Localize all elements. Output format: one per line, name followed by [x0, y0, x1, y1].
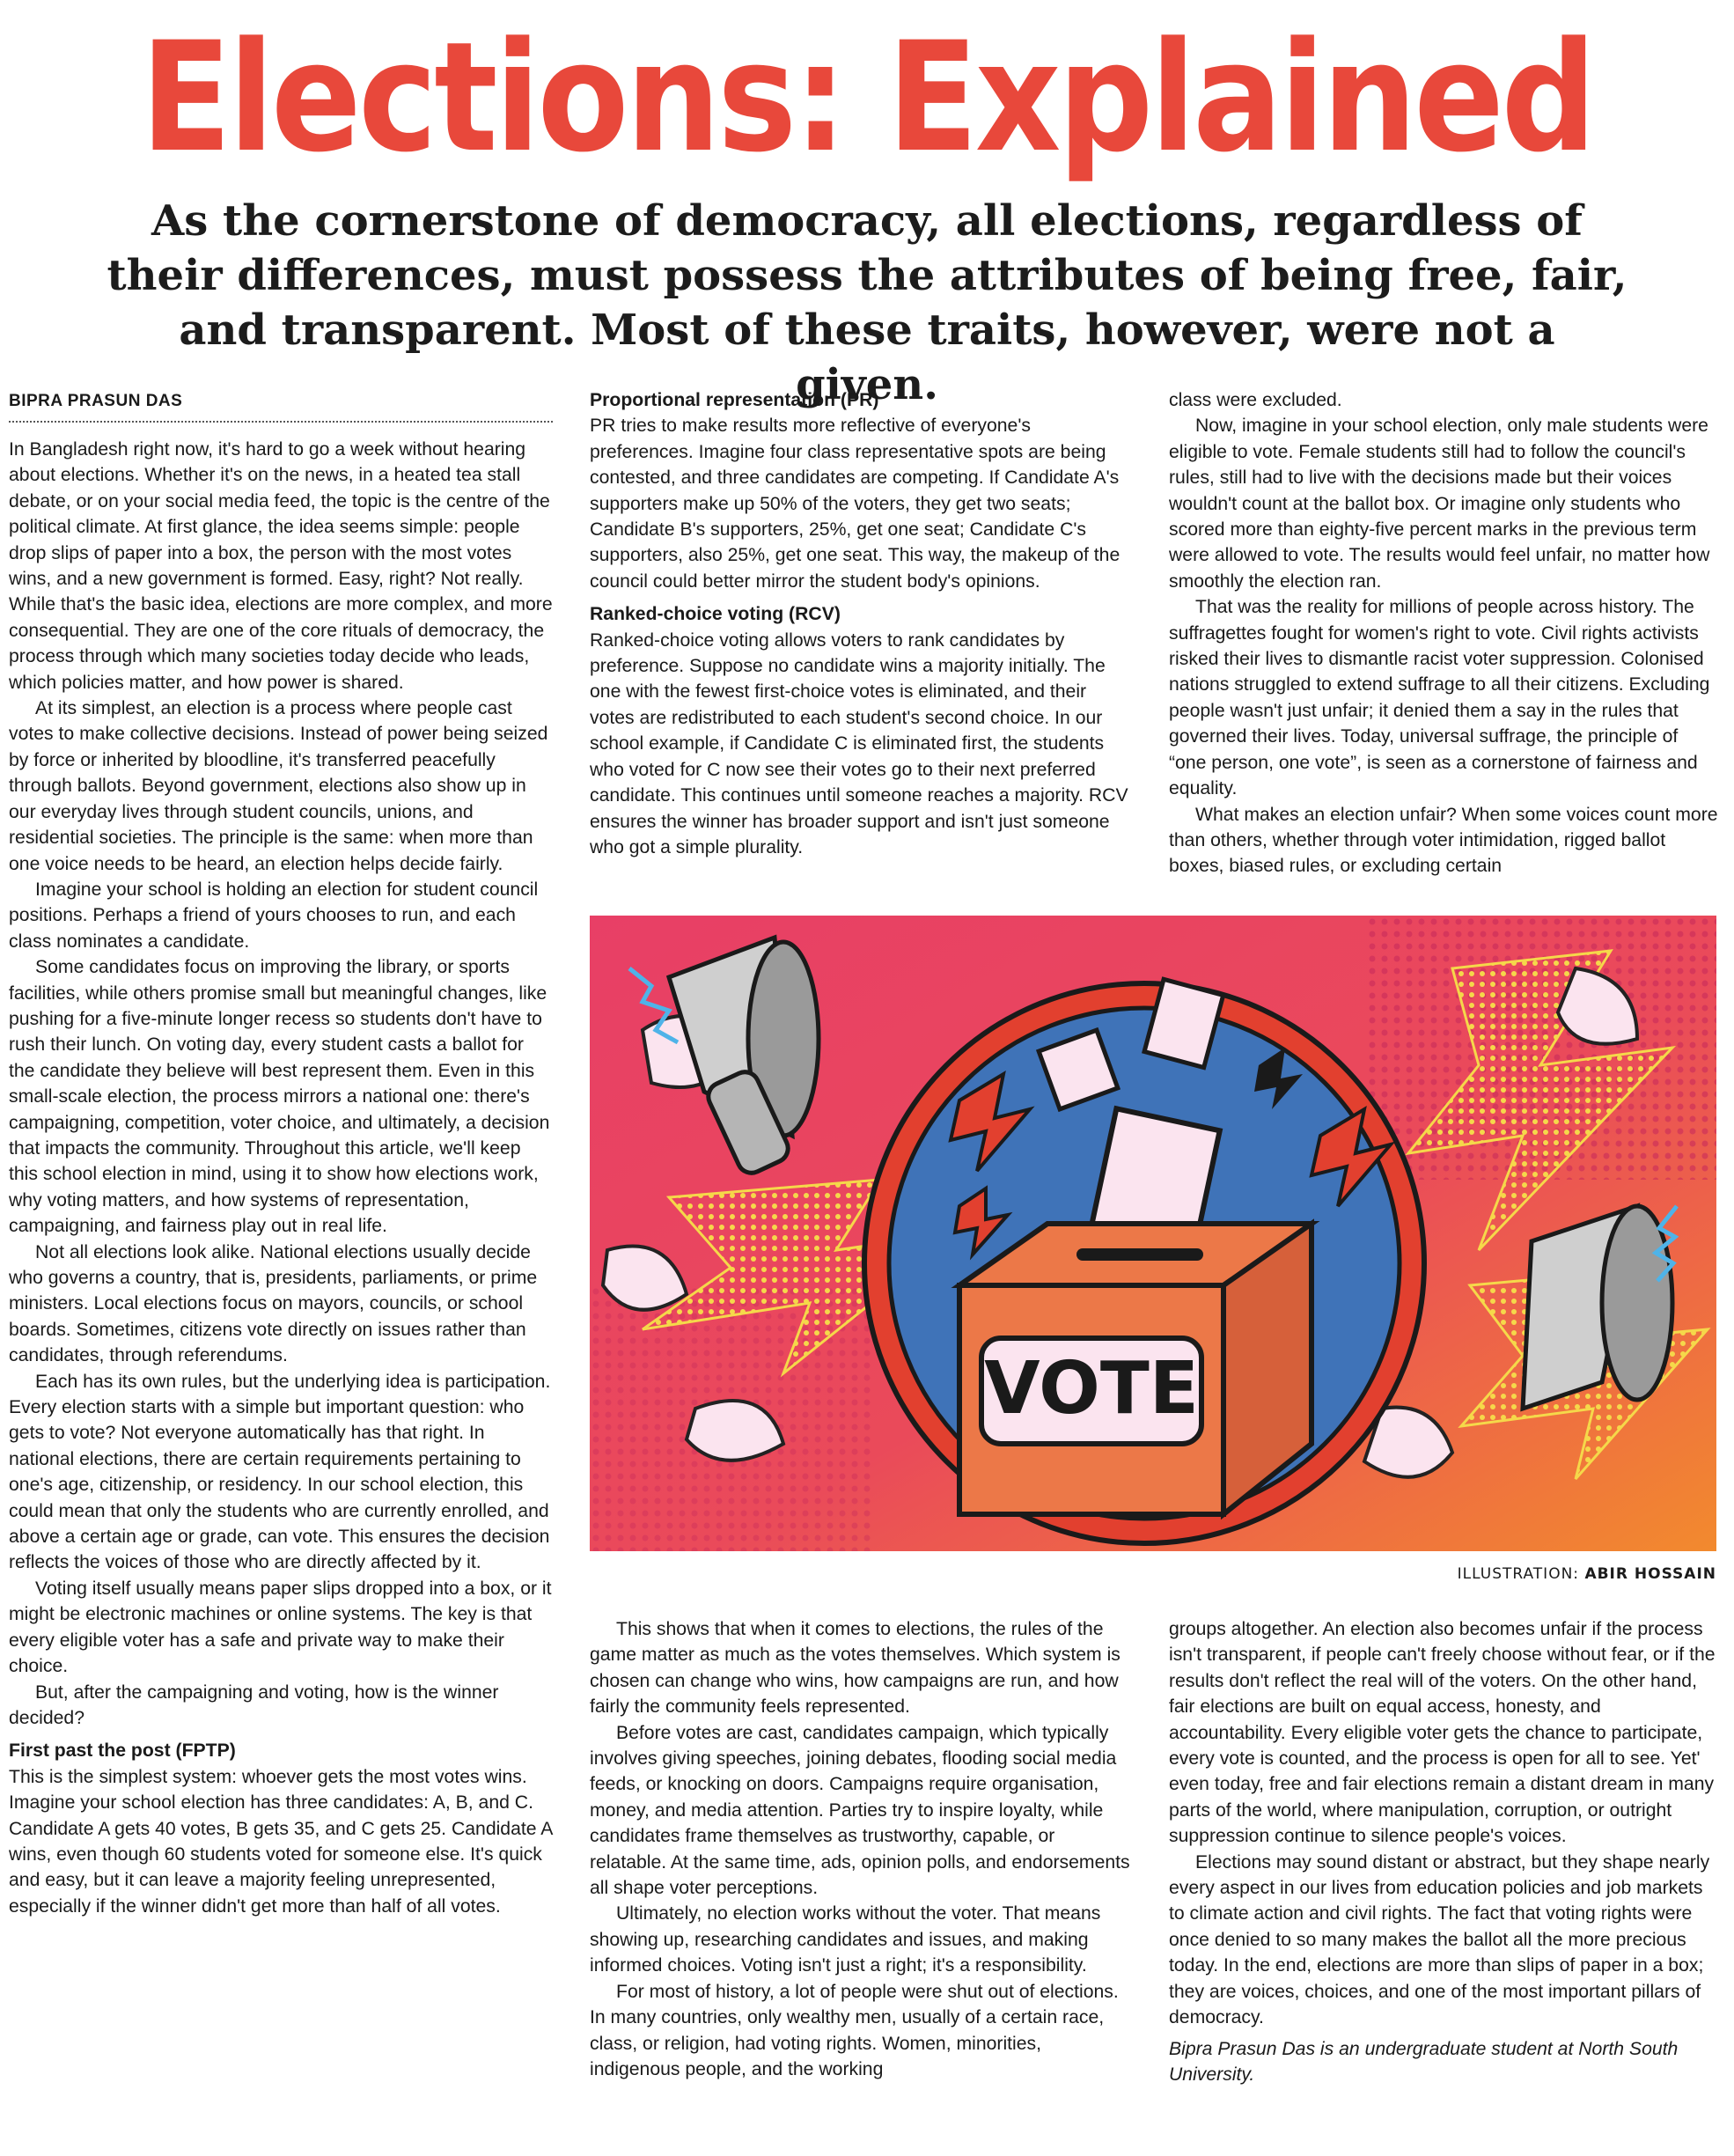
column-1 [9, 389, 553, 1919]
paragraph: Now, imagine in your school election, only male students were eligible to vote. Female students still had to follow the council's rules, still had to live with the decisions made but their voices wouldn't count at the ballot box. Or imagine only students who scored more than eighty-five percent marks in the previous term were allowed to vote. The results would feel unfair, no matter how smoothly the election ran. [1169, 416, 1710, 592]
subheading-fptp: First past the post (FPTP) [9, 1740, 236, 1762]
byline: BIPRA PRASUN DAS [9, 389, 553, 423]
paragraph: Ultimately, no election works without the voter. That means showing up, researching candidates and issues, and making informed choices. Voting isn't just a right; it's a responsibility. [590, 1903, 1101, 1976]
paragraph: Imagine your school is holding an election for student council positions. Perhaps a friend of yours chooses to run, and each class nominates a candidate. [9, 879, 539, 952]
paragraph: That was the reality for millions of people across history. The suffragettes fought for women's right to vote. Civil rights activists risked their lives to dismantle racist voter suppression. Colonised nations struggled to extend suffrage to all their citizens. Excluding people wasn't just unfair; it denied them a say in the rules that governed their lives. Today, universal suffrage, the principle of “one person, one vote”, is seen as a cornerstone of fairness and equality. [1169, 597, 1710, 799]
credit-name: ABIR HOSSAIN [1584, 1565, 1716, 1583]
vote-illustration [590, 916, 1716, 1551]
paragraph: PR tries to make results more reflective of everyone's preferences. Imagine four class representative spots are being contested, and three candidates are competing. If Candidate A's supporters make up 50% of the voters, they get two seats; Candidate B's supporters, 25%, get one seat; Candidate C's supporters, also 25%, get one seat. This way, the makeup of the council could better mirror the student body's opinions. [590, 416, 1120, 592]
paragraph: Voting itself usually means paper slips dropped into a box, or it might be electronic machines or online systems. The key is that every eligible voter has a safe and private way to make their choice. [9, 1578, 552, 1677]
ballot-box-label: VOTE [984, 1347, 1199, 1431]
column-3-bottom [1169, 1616, 1718, 2087]
ballot-box-icon [959, 1224, 1312, 1514]
paragraph: Ranked-choice voting allows voters to rank candidates by preference. Suppose no candidate wins a majority initially. The one with the fewest first-choice votes is eliminated, and their votes are redistributed to each student's second choice. In our school example, if Candidate C is eliminated first, the students who voted for C now see their votes go to their next preferred candidate. This continues until someone reaches a majority. RCV ensures the winner has broader support and isn't just someone who got a simple plurality. [590, 629, 1128, 857]
paragraph: For most of history, a lot of people were shut out of elections. In many countries, only wealthy men, usually of a certain race, class, or religion, had voting rights. Women, minorities, indigenous people, and the working [590, 1981, 1119, 2079]
column-2-top [590, 387, 1134, 860]
paragraph: But, after the campaigning and voting, how is the winner decided? [9, 1681, 499, 1728]
headline: Elections: Explained [140, 9, 1594, 186]
column-3-top [1169, 387, 1718, 879]
megaphone-icon [1523, 1206, 1677, 1409]
paragraph: class were excluded. [1169, 390, 1342, 410]
credit-prefix: ILLUSTRATION: [1457, 1565, 1580, 1583]
paragraph: Each has its own rules, but the underlying idea is participation. Every election starts with a simple but important question: who gets to vote? Not everyone automatically has that right. In national elections, there are certain requirements pertaining to one's age, citizenship, or residency. In our school election, this could mean that only the students who are currently enrolled, and above a certain age or grade, can vote. This ensures the decision reflects the voices of those who are directly affected by it. [9, 1371, 551, 1573]
author-bio: Bipra Prasun Das is an undergraduate student at North South University. [1169, 2038, 1679, 2085]
paragraph: groups altogether. An election also becomes unfair if the process isn't transparent, if people can't freely choose without fear, or if the results don't reflect the real will of the voters. On the other hand, fair elections are built on equal access, honesty, and accountability. Every eligible voter gets the chance to participate, every vote is counted, and the process is open for all to see. Yet' even today, free and fair elections remain a distant dream in many parts of the world, where manipulation, corruption, or outright suppression continue to silence people's voices. [1169, 1619, 1716, 1847]
paragraph: Not all elections look alike. National elections usually decide who governs a country, that is, presidents, parliaments, or prime ministers. Local elections focus on mayors, councils, or school boards. Sometimes, citizens vote directly on issues rather than candidates, through referendums. [9, 1241, 538, 1366]
paragraph: This shows that when it comes to elections, the rules of the game matter as much as the votes themselves. Which system is chosen can change who wins, how campaigns are run, and how fairly the community feels represented. [590, 1619, 1120, 1718]
paragraph: This is the simplest system: whoever gets the most votes wins. Imagine your school election has three candidates: A, B, and C. Candidate A gets 40 votes, B gets 35, and C gets 25. Candidate A wins, even though 60 students voted for someone else. It's quick and easy, but it can leave a majority feeling unrepresented, especially if the winner didn't get more than half of all votes. [9, 1766, 553, 1917]
dek: As the cornerstone of democracy, all elections, regardless of their differences, must possess the attributes of being free, fair, and transparent. Most of these traits, however, were not a given. [107, 196, 1627, 409]
paragraph: Before votes are cast, candidates campaign, which typically involves giving speeches, joining debates, flooding social media feeds, or knocking on doors. Campaigns require organisation, money, and media attention. Parties try to inspire loyalty, while candidates frame themselves as trustworthy, capable, or relatable. At the same time, ads, opinion polls, and endorsements all shape voter perceptions. [590, 1722, 1130, 1899]
paragraph: In Bangladesh right now, it's hard to go a week without hearing about elections. Whether it's on the news, in a heated tea stall debate, or on your social media feed, the topic is the centre of the political climate. At first glance, the idea seems simple: people drop slips of paper into a box, the person with the most votes wins, and a new government is formed. Easy, right? Not really. While that's the basic idea, elections are more complex, and more consequential. They are one of the core rituals of democracy, the process through which many societies today decide who leads, which policies matter, and how power is shared. [9, 439, 553, 693]
subheading-rcv: Ranked-choice voting (RCV) [590, 604, 841, 625]
paragraph: At its simplest, an election is a process where people cast votes to make collective decisions. Instead of power being seized by force or inherited by bloodline, it's transferred peacefully through ballots. Beyond government, elections also show up in our everyday lives through student councils, unions, and residential societies. The principle is the same: when more than one voice needs to be heard, an election helps decide fairly. [9, 698, 548, 874]
paragraph: Elections may sound distant or abstract, but they shape nearly every aspect in our lives from education policies and job markets to climate action and civil rights. The fact that voting rights were once denied to so many makes the ballot all the more precious today. In the end, elections are more than slips of paper in a box; they are voices, choices, and one of the most important pillars of democracy. [1169, 1851, 1710, 2028]
column-2-bottom [590, 1616, 1134, 2082]
paragraph: What makes an election unfair? When some voices count more than others, whether through voter intimidation, rigged ballot boxes, biased rules, or excluding certain [1169, 804, 1718, 877]
illustration-credit [1458, 1565, 1716, 1583]
subheading-pr: Proportional representation (PR) [590, 390, 879, 410]
paragraph: Some candidates focus on improving the library, or sports facilities, while others promise small but meaningful changes, like pushing for a five-minute longer recess so students don't have to rush their lunch. On voting day, every student casts a ballot for the candidate they believe will best represent them. Even in this small-scale election, the process mirrors a national one: there's campaigning, competition, voter choice, and ultimately, a decision that impacts the community. Throughout this article, we'll keep this school election in mind, using it to show how elections work, why voting matters, and how systems of representation, campaigning, and fairness play out in real life. [9, 957, 550, 1237]
